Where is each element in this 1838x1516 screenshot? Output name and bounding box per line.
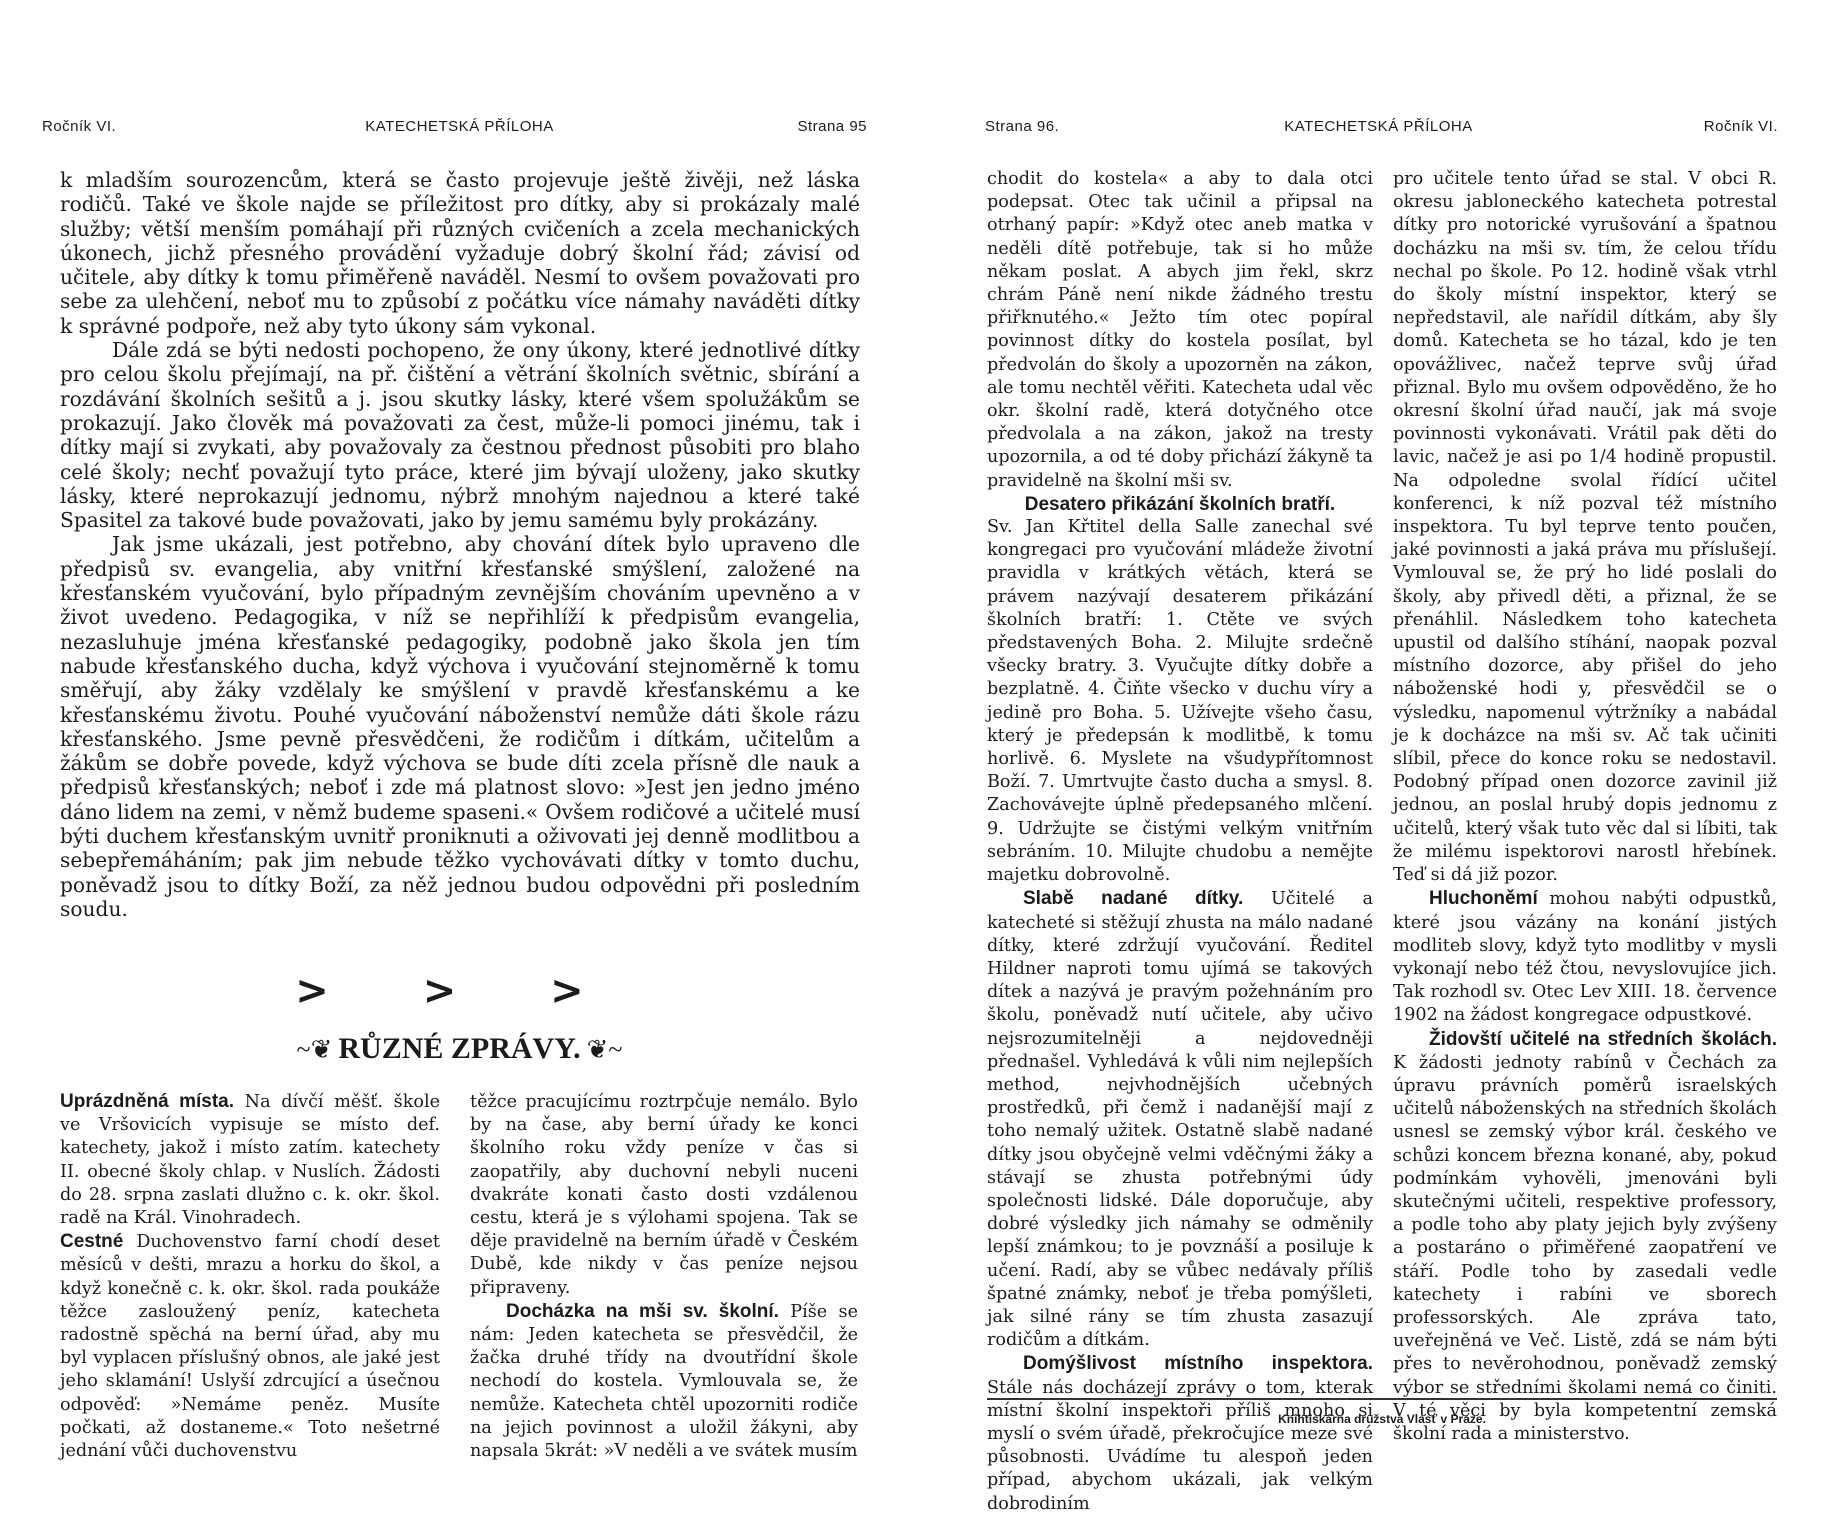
news-column-3 bbox=[987, 168, 1373, 1516]
news-column-2 bbox=[470, 1090, 858, 1463]
news-heading: Uprázdněná místa. bbox=[60, 1091, 235, 1112]
left-main-text bbox=[60, 168, 860, 921]
news-heading-centered: Desatero přikázání školních bratří. bbox=[1024, 493, 1336, 515]
left-page bbox=[0, 0, 919, 1500]
news-text: Píše se nám: Jeden katecheta se přesvědčil, že žačka druhé třídy na dvoutřídní škole nechodí do kostela. Vymlouvala se, že nemůže. Katecheta chtěl upozorniti rodiče na jejich povinnost a uložil žákyni, aby napsala 5krát: »V neděli a ve svátek musím bbox=[470, 1301, 858, 1462]
flourish-left-icon: ~❦ bbox=[296, 1035, 333, 1064]
paragraph: Dále zdá se býti nedosti pochopeno, že ony úkony, které jednotlivé dítky pro celou školu přejímají, na př. čištění a větrání školních světnic, sbírání a rozdávání školních sešitů a j. jsou skutky lásky, které všem spolužákům se prokazují. Jako člověk má považovati za čest, může-li pomoci jinému, tak i dítky mají si zvykati, aby považovaly za čestnou přednost působiti pro blaho celé školy; nechť považují tyto práce, které jim bývají uloženy, jako skutky lásky, které neprokazují jednomu, nýbrž mnohým najednou a které také Spasitel za takové bude považovati, jako by jemu samému byly prokázány. bbox=[60, 338, 860, 533]
news-item bbox=[470, 1300, 858, 1463]
news-item bbox=[470, 1090, 858, 1300]
news-item bbox=[60, 1230, 440, 1463]
news-text: Duchovenstvo farní chodí deset měsíců v dešti, mrazu a horku do škol, a když konečně c. k. okr. škol. rada poukáže těžce zasloužený peníz, katecheta radostně spěchá na berní úřad, aby mu byl vyplacen příslušný obnos, ale jaké jest jeho sklamání! Uslyší zdrcující a úsečnou odpověď: »Nemáme peněz. Musíte počkati, až dostaneme.« Toto nešetrné jednání vůči duchovenstvu bbox=[60, 1232, 440, 1462]
news-heading: Cestné bbox=[60, 1231, 124, 1253]
paragraph: k mladším sourozencům, která se často projevuje ještě živěji, než láska rodičů. Také ve škole najde se příležitost pro dítky, aby si prokázaly malé služby; větší menším pomáhají při různých cvičeních a zcela mechanických úkonech, jichž přesného provádění vyžaduje dobrý školní řád; závisí od učitele, aby dítky k tomu přiměřeně naváděl. Nesmí to ovšem považovati pro sebe za ulehčení, neboť mu to způsobí z počátku více námahy naváděti dítky k správné podpoře, než aby tyto úkony sám vykonal. bbox=[60, 168, 860, 338]
section-title-text: RŮZNÉ ZPRÁVY. bbox=[338, 1032, 581, 1065]
right-header-title: KATECHETSKÁ PŘÍLOHA bbox=[1284, 118, 1473, 135]
news-column-1 bbox=[60, 1090, 440, 1463]
news-heading: Docházka na mši sv. školní. bbox=[506, 1300, 779, 1322]
news-item bbox=[987, 887, 1373, 1352]
news-text: Na dívčí měšť. škole ve Vršovicích vypisuje se místo def. katechety, jakož i místo zatím. katechety II. obecné školy chlap. v Nuslích. Žádosti do 28. srpna zaslati dlužno c. k. okr. škol. radě na Král. Vinohradech. bbox=[60, 1092, 440, 1229]
news-text: těžce pracujícímu roztrpčuje nemálo. Bylo by na čase, aby berní úřady ke konci školního roku vždy peníze v čas si zaopatřily, aby duchovní nebyli nuceni dvakráte konati často dosti vzdálenou cestu, která je s výlohami spojena. Tak se děje pravidelně na berním úřadě v Českém Dubě, kde nikdy v čas peníze nejsou připraveny. bbox=[470, 1092, 858, 1298]
footer-rule bbox=[987, 1398, 1777, 1400]
news-item bbox=[987, 168, 1373, 493]
paragraph: Jak jsme ukázali, jest potřebno, aby chování dítek bylo upraveno dle předpisů sv. evangelia, aby vnitřní křesťanské smýšlení, založené na křesťanském vyučování, bylo případným zevnějším chováním upevněno a v život uvedeno. Pedagogika, v níž se nepřihlíží k předpisům evangelia, nezasluhuje jména křesťanské pedagogiky, podobně jako škola jen tím nabude křesťanského ducha, když výchova i vyučování stejnoměrně k tomu směřují, aby žáky vzdělaly ke smýšlení v pravdě křesťanskému a ke křesťanskému životu. Pouhé vyučování náboženství nemůže dáti škole rázu křesťanského. Jsme pevně přesvědčeni, že rodičům i dítkám, učitelům a žákům se dobře povede, když výchova se bude díti zcela přísně dle nauk a předpisů křesťanských; neboť i zde má platnost slovo: »Jest jen jedno jméno dáno lidem na zemi, v němž budeme spaseni.« Ovšem rodičové a učitelé musí býti duchem křesťanským uvnitř proniknuti a oživovati jej denně modlitbou a sebepřemáháním; pak jim nebude těžko vychovávati dítky v tomto duchu, poněvadž jsou to dítky Boží, za něž jednou budou odpovědni při posledním soudu. bbox=[60, 532, 860, 921]
news-heading: Hluchoněmí bbox=[1429, 888, 1538, 910]
news-column-4 bbox=[1393, 168, 1777, 1446]
news-text: Učitelé a katecheté si stěžují zhusta na málo nadané dítky, které zdržují vyučování. Ředitel Hildner naproti tomu ujímá se takových dítek a nazývá je pravým požehnáním pro školu, poněvadž nutí učitele, aby učivo nejsrozumitelněji a nejdovedněji přednašel. Vyhledává k vůli nim nejlepších method, nejvhodnějších učebných prostředků, při čemž i nadanější mají z toho nemalý užitek. Ostatně slabě nadané dítky jsou obyčejně velmi vděčnými žáky a stávají se zhusta potřebnými údy společnosti lidské. Dále doporučuje, aby dobré výsledky jich námahy se odměnily lepší známkou; to je povznáší a posiluje k učení. Radí, aby se vůbec nedávaly příliš špatné známky, neboť je třeba pomýšleti, jak silné rány se tím zhusta zasazují rodičům a dítkám. bbox=[987, 889, 1373, 1351]
left-header-title: KATECHETSKÁ PŘÍLOHA bbox=[365, 118, 554, 135]
right-header-volume: Ročník VI. bbox=[1703, 118, 1778, 135]
ornament-arrows: > > > bbox=[295, 968, 624, 1014]
right-header-page: Strana 96. bbox=[985, 118, 1060, 135]
news-item bbox=[987, 516, 1373, 887]
news-text: K žádosti jednoty rabínů v Čechách za úpravu právních poměrů israelských učitelů náboženských na středních školách usnesl se zemský výbor král. českého ve schůzi koncem března konané, aby, pokud podmínkám vyhověli, jmenováni byli skutečnými učiteli, respektive professory, a podle toho aby platy jejich byly zvýšeny a postaráno o přiměřené zaopatření ve stáří. Podle toho by zasedali vedle katechety i rabíni ve sborech professorských. Ale zpráva tato, uveřejněná ve Več. Listě, zdá se nám býti přes to nevěrohodnou, poněvadž zemský výbor se středními školami nemá co činiti. V té věci by byla kompetentní zemská školní rada a ministerstvo. bbox=[1393, 1052, 1777, 1444]
news-item bbox=[1393, 887, 1777, 1027]
news-text: mohou nabýti odpustků, které jsou vázány na konání jistých modliteb slovy, když tyto modlitby v mysli vykonají nebo též čtou, nevyslovujíce jich. Tak rozhodl sv. Otec Lev XIII. 18. července 1902 na žádost kongregace odpustkové. bbox=[1393, 889, 1777, 1026]
printer-footer: Knihtiskárna družstva Vlasť v Praze. bbox=[1278, 1412, 1486, 1426]
news-text: chodit do kostela« a aby to dala otci podepsat. Otec tak učinil a připsal na otrhaný papír: »Když otec aneb matka v neděli dítě potřebuje, tak si ho může někam poslat. A abych jim řekl, skrz chrám Páně není nikde žádného trestu přiřknutého.« Ježto tím otec popíral povinnost dítky do kostela posílat, byl předvolán do školy a upozorněn na zákon, ale tomu nechtěl věřiti. Katecheta udal věc okr. školní radě, která dotyčného otce předvolala a na zákon, jakož na tresty upozornila, a od té doby přichází žákyně ta pravidelně na školní mši sv. bbox=[987, 169, 1373, 491]
section-title bbox=[0, 1032, 919, 1066]
flourish-right-icon: ❦~ bbox=[586, 1035, 623, 1064]
right-page bbox=[919, 0, 1838, 1514]
news-item bbox=[987, 1352, 1373, 1515]
news-item bbox=[1393, 168, 1777, 887]
left-header-volume: Ročník VI. bbox=[42, 118, 117, 135]
left-header-page: Strana 95 bbox=[797, 118, 867, 135]
news-text: pro učitele tento úřad se stal. V obci R. okresu jabloneckého katecheta potrestal dítky pro notorické vyrušování a špatnou docházku na mši sv. tím, že celou třídu nechal po škole. Po 12. hodině však vtrhl do školy místní inspektor, který se nepředstavil, ale nařídil dítkám, aby šly domů. Katecheta se ho tázal, kdo je ten opovážlivec, načež teprve svůj úřad přiznal. Bylo mu ovšem odpověděno, že ho okresní školní úřad naučí, jak má svoje povinnosti vykonávati. Vrátil pak děti do lavic, načež je asi po 1/4 hodině propustil. Na odpoledne svolal řídící učitel konferenci, k níž pozval též místního inspektora. Tu byl teprve tento poučen, jaké povinnosti a jaká práva mu příslušejí. Vymlouval se, že prý ho lidé poslali do školy, aby přivedl děti, a přiznal, že se přenáhlil. Následkem toho katecheta upustil od dalšího stíhání, naopak pozval místního dozorce, aby přišel do jeho náboženské hodi y, přesvědčil se o výsledku, napomenul výtržníky a nabádal je k docházce na mši sv. Ač tak učiniti slíbil, přece do konce roku se nedostavil. Podobný případ onen dozorce zavinil již jednou, an poslal hrubý dopis jednomu z učitelů, který však tuto věc dal si líbiti, tak že milému ispektorovi narostl hřebínek. Teď si dá již pozor. bbox=[1393, 169, 1777, 886]
news-heading: Domýšlivost místního inspektora. bbox=[1023, 1353, 1373, 1375]
news-text: Sv. Jan Křtitel della Salle zanechal své kongregaci pro vyučování mládeže životní pravidla v krátkých větách, která se právem nazývají desaterem přikázání školních bratří: 1. Ctěte ve svých představených Boha. 2. Milujte srdečně všecky bratry. 3. Vyučujte dítky dobře a bezplatně. 4. Čiňte všecko v duchu víry a jedině pro Boha. 5. Užívejte všeho času, který je předepsán k modlitbě, k tomu horlivě. 6. Myslete na všudypřítomnost Boží. 7. Umrtvujte často ducha a smysl. 8. Zachovávejte úplně předepsaného mlčení. 9. Udržujte se čistými velkým vnitřním sebráním. 10. Milujte chudobu a nemějte majetku dobrovolně. bbox=[987, 517, 1373, 886]
news-heading: Slabě nadané dítky. bbox=[1023, 888, 1244, 910]
news-item bbox=[60, 1090, 440, 1230]
news-text: Stále nás docházejí zprávy o tom, kterak místní školní inspektoři příliš mnoho si myslí o svém úřadě, překročujíce meze své působnosti. Uvádíme tu alespoň jeden případ, abychom ukázali, jak velkým dobrodiním bbox=[987, 1377, 1373, 1514]
news-item bbox=[1393, 1028, 1777, 1447]
news-heading: Židovští učitelé na středních školách. bbox=[1429, 1028, 1777, 1050]
